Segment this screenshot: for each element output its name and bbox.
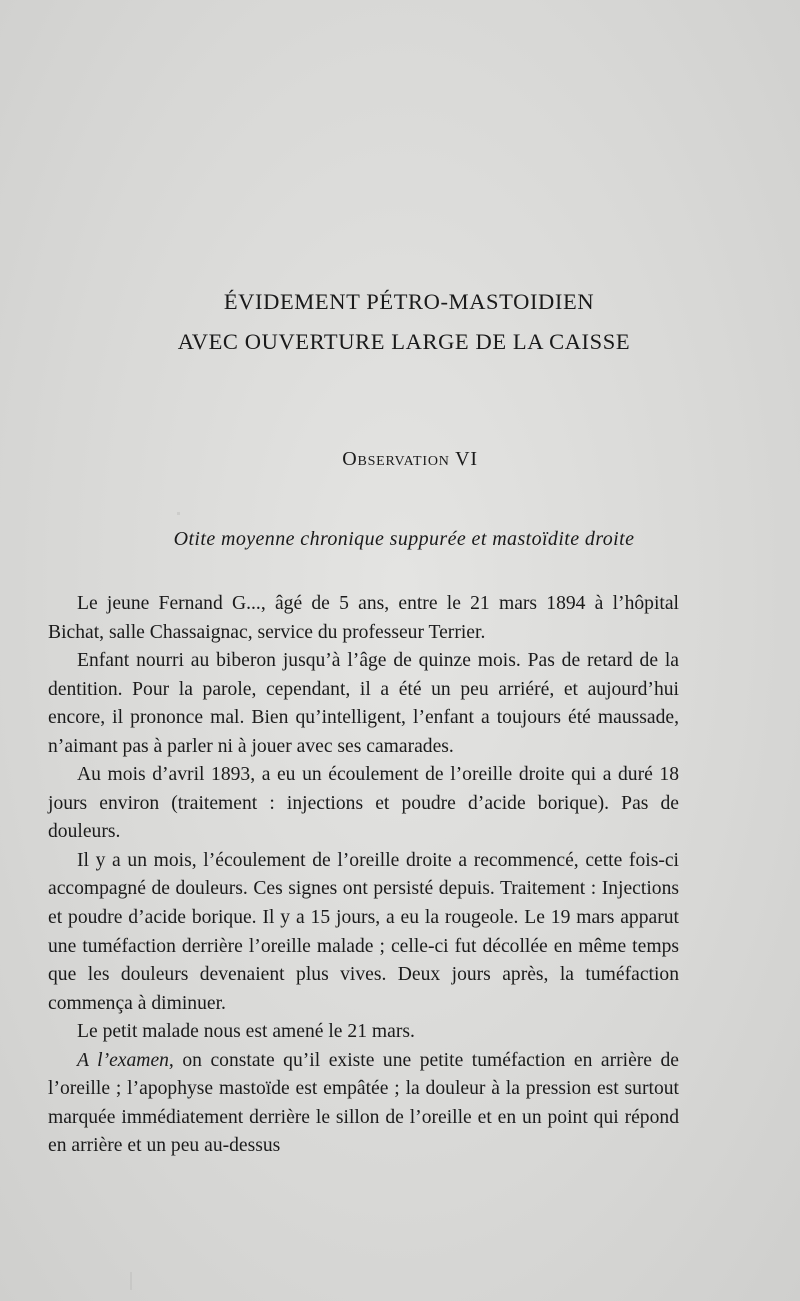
body-text [48,590,679,1161]
paragraph-exam [48,1047,679,1161]
paragraph: Enfant nourri au biberon jusqu’à l’âge de quinze mois. Pas de retard de la dentition. Pour la parole, cependant, il a été un peu arriéré, et aujourd’hui encore, il prononce mal. Bien qu’intelligent, l’enfant a toujours été maussade, n’aimant pas à parler ni à jouer avec ses camarades. [48,650,679,757]
title-line-1: ÉVIDEMENT PÉTRO-MASTOIDIEN [223,289,595,314]
title-line-2: AVEC OUVERTURE LARGE DE LA CAISSE [177,329,631,354]
paragraph: Le petit malade nous est amené le 21 mars. [77,1021,415,1043]
exam-lead: A l’examen, [77,1049,174,1071]
observation-heading: Observation VI [342,448,478,470]
paragraph: Le jeune Fernand G..., âgé de 5 ans, entre le 21 mars 1894 à l’hôpital Bichat, salle Chassaignac, service du professeur Terrier. [48,593,679,643]
scan-smudge [177,512,180,515]
case-subtitle: Otite moyenne chronique suppurée et mastoïdite droite [173,528,635,550]
exam-text: on constate qu’il existe une petite tuméfaction en arrière de l’oreille ; l’apophyse mastoïde est empâtée ; la douleur à la pression est surtout marquée immédiatement derrière le sillon de l’oreille et en un point qui répond en arrière et un peu au-dessus [48,1049,680,1157]
chapter-title [0,282,800,362]
paragraph: Au mois d’avril 1893, a eu un écoulement de l’oreille droite qui a duré 18 jours environ (traitement : injections et poudre d’acide borique). Pas de douleurs. [48,764,679,843]
scan-smudge [130,1272,132,1290]
paragraph: Il y a un mois, l’écoulement de l’oreille droite a recommencé, cette fois-ci accompagné de douleurs. Ces signes ont persisté depuis. Traitement : Injections et poudre d’acide borique. Il y a 15 jours, a eu la rougeole. Le 19 mars apparut une tuméfaction derrière l’oreille malade ; celle-ci fut décollée en même temps que les douleurs devenaient plus vives. Deux jours après, la tuméfaction commença à diminuer. [48,849,679,1014]
